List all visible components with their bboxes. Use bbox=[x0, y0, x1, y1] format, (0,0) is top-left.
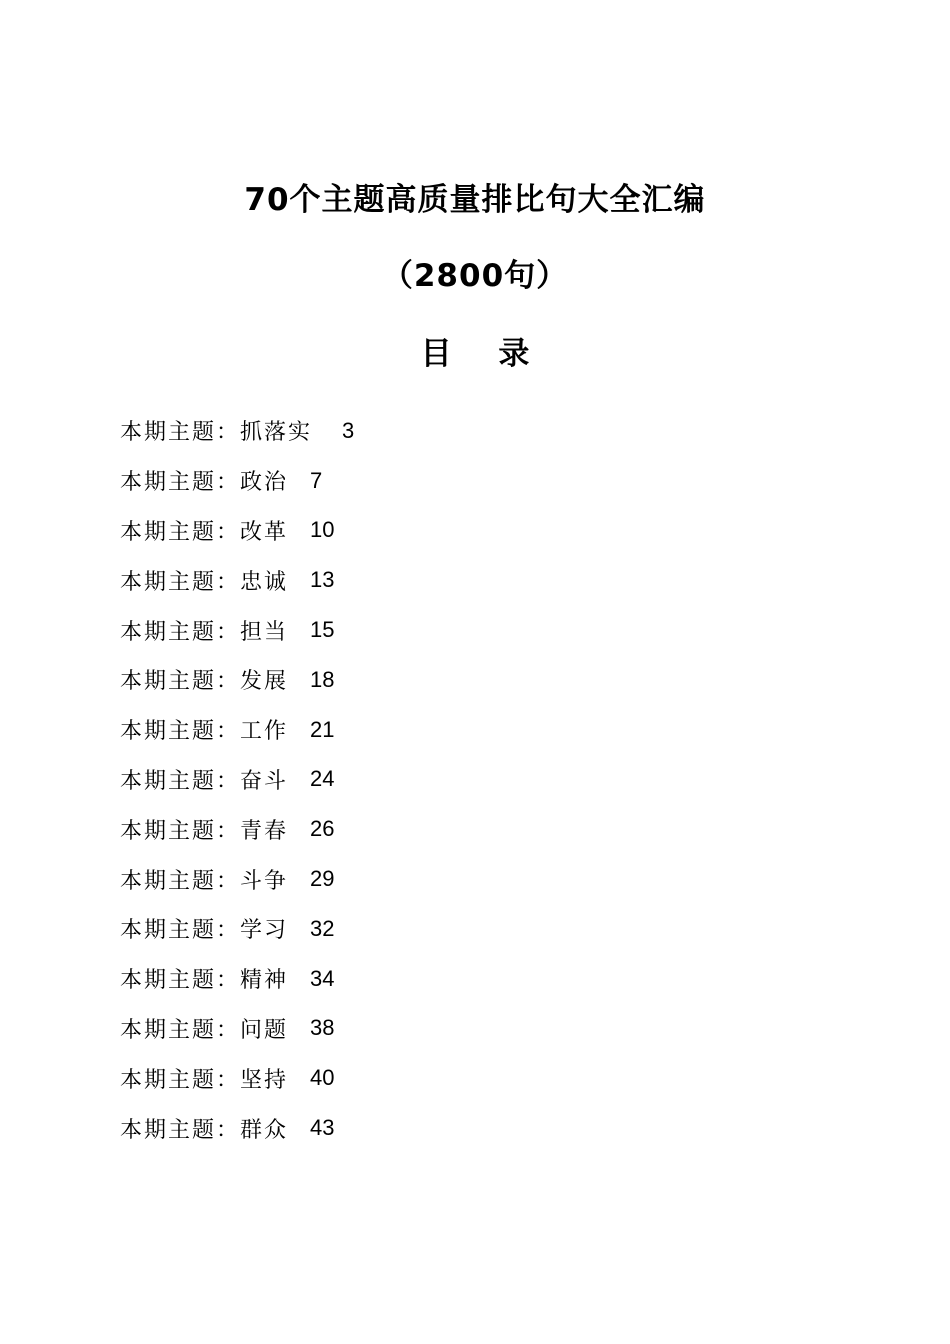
toc-entry[interactable] bbox=[120, 705, 820, 755]
toc-entry[interactable] bbox=[120, 555, 820, 605]
toc-entry-page: 13 bbox=[310, 567, 335, 593]
toc-entry-page: 24 bbox=[310, 766, 335, 792]
document-title: 70个主题高质量排比句大全汇编 bbox=[244, 182, 706, 218]
toc-entry[interactable] bbox=[120, 406, 820, 456]
toc-entry-label: 本期主题：担当 bbox=[120, 619, 289, 645]
toc-entry-page: 3 bbox=[342, 417, 355, 443]
toc-entry-label: 本期主题：群众 bbox=[120, 1117, 289, 1143]
toc-entry-label: 本期主题：改革 bbox=[120, 519, 289, 545]
toc-entry-label: 本期主题：忠诚 bbox=[120, 569, 289, 595]
toc-entry-page: 7 bbox=[310, 467, 323, 493]
toc-entry-label: 本期主题：青春 bbox=[120, 818, 289, 844]
toc-entry[interactable] bbox=[120, 506, 820, 556]
toc-entry-page: 21 bbox=[310, 716, 335, 742]
toc-entry-page: 34 bbox=[310, 965, 335, 991]
toc-entry[interactable] bbox=[120, 1103, 820, 1153]
toc-entry[interactable] bbox=[120, 755, 820, 805]
toc-entry-label: 本期主题：奋斗 bbox=[120, 768, 289, 794]
toc-entry-page: 15 bbox=[310, 617, 335, 643]
toc-entry-page: 26 bbox=[310, 816, 335, 842]
toc-entry-page: 18 bbox=[310, 666, 335, 692]
toc-entry[interactable] bbox=[120, 904, 820, 954]
toc-entry-page: 10 bbox=[310, 517, 335, 543]
toc-entry-label: 本期主题：工作 bbox=[120, 719, 289, 745]
toc-entry[interactable] bbox=[120, 804, 820, 854]
toc-entry[interactable] bbox=[120, 954, 820, 1004]
toc-entry-label: 本期主题：发展 bbox=[120, 669, 289, 695]
table-of-contents bbox=[120, 406, 820, 1153]
toc-entry-label: 本期主题：坚持 bbox=[120, 1067, 289, 1093]
toc-heading: 目 录 bbox=[420, 336, 548, 372]
document-subtitle: （2800句） bbox=[381, 258, 569, 294]
toc-entry[interactable] bbox=[120, 854, 820, 904]
toc-entry-label: 本期主题：斗争 bbox=[120, 868, 289, 894]
toc-entry-label: 本期主题：抓落实 bbox=[120, 420, 313, 446]
toc-entry[interactable] bbox=[120, 456, 820, 506]
toc-entry-page: 43 bbox=[310, 1115, 335, 1141]
toc-entry-label: 本期主题：政治 bbox=[120, 470, 289, 496]
toc-entry-page: 40 bbox=[310, 1065, 335, 1091]
toc-entry[interactable] bbox=[120, 1053, 820, 1103]
toc-entry[interactable] bbox=[120, 655, 820, 705]
toc-entry-page: 38 bbox=[310, 1015, 335, 1041]
toc-entry-label: 本期主题：精神 bbox=[120, 968, 289, 994]
toc-entry-page: 29 bbox=[310, 866, 335, 892]
toc-entry[interactable] bbox=[120, 1004, 820, 1054]
toc-entry-label: 本期主题：问题 bbox=[120, 1017, 289, 1043]
toc-entry-page: 32 bbox=[310, 915, 335, 941]
toc-entry-label: 本期主题：学习 bbox=[120, 918, 289, 944]
toc-entry[interactable] bbox=[120, 605, 820, 655]
